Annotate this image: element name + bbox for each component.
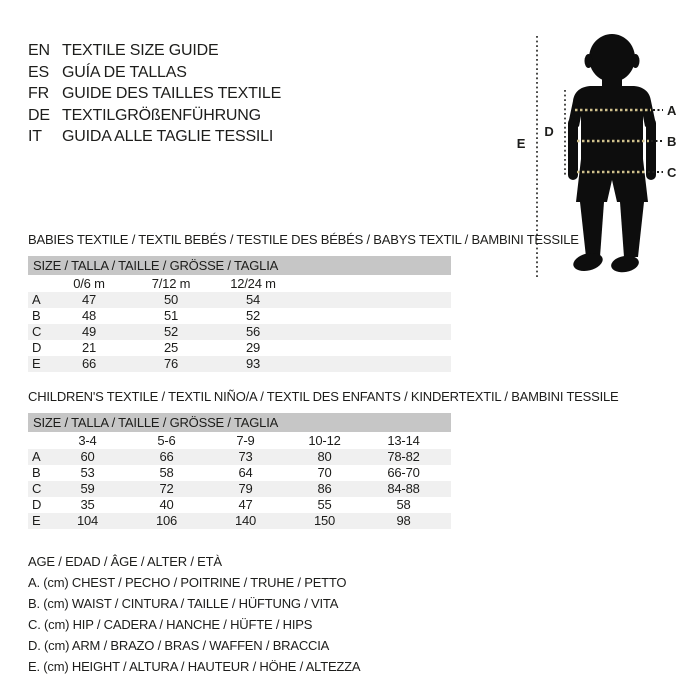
size-value: 49 — [81, 324, 97, 339]
size-value: 79 — [238, 481, 253, 496]
size-value: 70 — [317, 465, 332, 480]
children-table-title: CHILDREN'S TEXTILE / TEXTIL NIÑO/A / TEXTIL DES ENFANTS / KINDERTEXTIL / BAMBINI TESSILE — [28, 389, 619, 404]
column-header: 3-4 — [78, 433, 97, 448]
legend-line: A. (cm) CHEST / PECHO / POITRINE / TRUHE / PETTO — [28, 575, 347, 590]
size-value: 52 — [163, 324, 179, 339]
language-code: EN — [28, 42, 50, 59]
size-value: 66-70 — [387, 465, 420, 480]
language-title: GUIDE DES TAILLES TEXTILE — [62, 85, 282, 102]
row-letter: C — [32, 324, 42, 339]
column-header: 7/12 m — [151, 276, 191, 291]
language-title: GUIDA ALLE TAGLIE TESSILI — [62, 128, 274, 145]
column-header: 12/24 m — [230, 276, 276, 291]
size-value: 104 — [76, 513, 99, 528]
size-value: 98 — [396, 513, 411, 528]
table-row — [28, 449, 451, 465]
figure-label-d: D — [544, 124, 554, 139]
size-value: 54 — [245, 292, 261, 307]
size-value: 53 — [80, 465, 95, 480]
babies-table-section — [28, 232, 579, 372]
size-value: 56 — [245, 324, 261, 339]
column-header: 10-12 — [308, 433, 341, 448]
language-code: DE — [28, 106, 50, 124]
column-header: 7-9 — [236, 433, 255, 448]
size-value: 140 — [234, 513, 257, 528]
row-letter: B — [32, 308, 41, 323]
size-value: 51 — [163, 308, 179, 323]
child-silhouette — [568, 34, 656, 274]
size-value: 25 — [163, 340, 179, 355]
figure-label-e: E — [516, 136, 526, 151]
size-value: 80 — [317, 449, 332, 464]
corner-cell — [28, 433, 48, 449]
row-letter: E — [32, 513, 41, 528]
language-row — [28, 126, 281, 148]
row-letter: D — [32, 340, 42, 355]
figure-label-c: C — [667, 165, 677, 180]
size-value: 29 — [245, 340, 261, 355]
children-size-header-band: SIZE / TALLA / TAILLE / GRÖSSE / TAGLIA — [28, 413, 451, 432]
legend-line: C. (cm) HIP / CADERA / HANCHE / HÜFTE / HIPS — [28, 617, 313, 632]
measurement-legend — [28, 551, 360, 677]
table-row — [28, 292, 451, 308]
size-value: 59 — [80, 481, 95, 496]
row-letter: B — [32, 465, 41, 480]
size-value: 64 — [238, 465, 253, 480]
babies-size-header-band: SIZE / TALLA / TAILLE / GRÖSSE / TAGLIA — [28, 256, 451, 275]
table-row — [28, 324, 451, 340]
size-value: 55 — [317, 497, 332, 512]
language-code: FR — [28, 85, 49, 102]
row-letter: E — [32, 356, 41, 371]
language-title: TEXTILE SIZE GUIDE — [62, 42, 219, 59]
size-value: 66 — [159, 449, 174, 464]
size-value: 21 — [81, 340, 97, 355]
table-row — [28, 340, 451, 356]
filler-cell — [443, 465, 451, 481]
column-header: 5-6 — [157, 433, 176, 448]
language-row — [28, 83, 281, 105]
filler-cell — [443, 497, 451, 513]
table-row — [28, 497, 451, 513]
column-header-row — [28, 433, 451, 449]
language-title: GUÍA DE TALLAS — [62, 63, 187, 81]
figure-label-b: B — [667, 134, 677, 149]
language-title: TEXTILGRÖßENFÜHRUNG — [62, 106, 261, 124]
size-value: 84-88 — [387, 481, 420, 496]
size-value: 58 — [159, 465, 174, 480]
column-header: 13-14 — [387, 433, 420, 448]
filler-cell — [294, 292, 451, 308]
table-row — [28, 356, 451, 372]
legend-line: E. (cm) HEIGHT / ALTURA / HAUTEUR / HÖHE / ALTEZZA — [28, 659, 361, 674]
language-code: IT — [28, 128, 42, 145]
size-value: 58 — [396, 497, 411, 512]
filler-cell — [443, 449, 451, 465]
size-value: 150 — [313, 513, 336, 528]
size-value: 73 — [238, 449, 253, 464]
language-row — [28, 40, 281, 62]
language-list — [28, 40, 281, 148]
row-letter: D — [32, 497, 42, 512]
size-value: 78-82 — [387, 449, 420, 464]
size-value: 52 — [245, 308, 261, 323]
legend-line: B. (cm) WAIST / CINTURA / TAILLE / HÜFTUNG / VITA — [28, 596, 339, 611]
size-value: 60 — [80, 449, 95, 464]
row-letter: A — [32, 292, 41, 307]
language-code: ES — [28, 63, 49, 81]
size-value: 40 — [159, 497, 174, 512]
size-value: 72 — [159, 481, 174, 496]
size-value: 47 — [238, 497, 253, 512]
size-value: 50 — [163, 292, 179, 307]
size-value: 76 — [163, 356, 179, 371]
table-row — [28, 513, 451, 529]
table-row — [28, 481, 451, 497]
filler-cell — [443, 481, 451, 497]
filler-cell — [443, 513, 451, 529]
size-value: 106 — [155, 513, 178, 528]
children-size-table — [28, 433, 451, 529]
filler-cell — [294, 356, 451, 372]
size-value: 48 — [81, 308, 97, 323]
filler-cell — [294, 308, 451, 324]
row-letter: A — [32, 449, 41, 464]
filler-cell — [443, 433, 451, 449]
filler-cell — [294, 340, 451, 356]
size-value: 47 — [81, 292, 97, 307]
language-row — [28, 62, 281, 84]
babies-table-title: BABIES TEXTILE / TEXTIL BEBÉS / TESTILE DES BÉBÉS / BABYS TEXTIL / BAMBINI TESSILE — [28, 232, 579, 247]
figure-label-a: A — [667, 103, 677, 118]
size-value: 93 — [245, 356, 261, 371]
column-header: 0/6 m — [73, 276, 105, 291]
column-header-row — [28, 276, 451, 292]
language-row — [28, 105, 281, 127]
legend-line: D. (cm) ARM / BRAZO / BRAS / WAFFEN / BRACCIA — [28, 638, 330, 653]
babies-size-table — [28, 276, 451, 372]
corner-cell — [28, 276, 48, 292]
table-row — [28, 308, 451, 324]
filler-cell — [294, 324, 451, 340]
row-letter: C — [32, 481, 42, 496]
table-row — [28, 465, 451, 481]
size-value: 86 — [317, 481, 332, 496]
size-value: 35 — [80, 497, 95, 512]
filler-cell — [294, 276, 451, 292]
children-table-section — [28, 389, 619, 529]
legend-line: AGE / EDAD / ÂGE / ALTER / ETÀ — [28, 554, 222, 569]
size-value: 66 — [81, 356, 97, 371]
